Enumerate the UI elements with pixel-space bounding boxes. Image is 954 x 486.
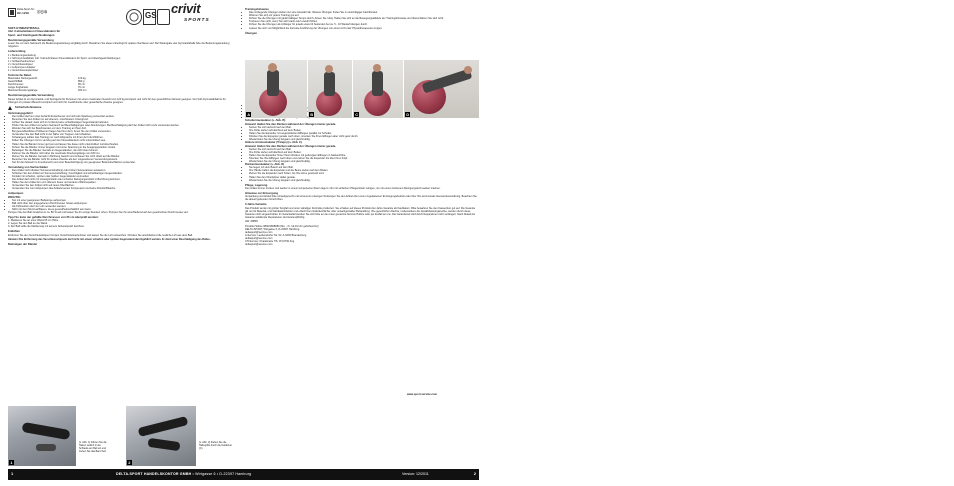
list-item: • Halten Sie die Bänder immer gut fest und lassen Sie diese nicht unkontrolliert zurückschnellen. <box>12 143 235 146</box>
spec-label: Maximales Nutzergewicht: <box>8 77 38 81</box>
list-item: • Wiederholen Sie die Übung langsam und gleichmäßig. <box>249 160 479 163</box>
warranty-heading: 3 Jahre Garantie <box>245 203 267 207</box>
specs-heading: Technische Daten <box>8 73 32 77</box>
spec-label: Länge Zugbänder: <box>8 86 29 90</box>
list-item: • Befestigen Sie die Bänder niemals an Gegenständen, die sich lösen können. <box>12 149 235 152</box>
specs-table <box>8 77 235 92</box>
inflate-subheading: WICHTIG: <box>8 195 21 199</box>
exercise-d-heading: Rückenmuskulatur (s. Abb. D) <box>245 163 285 167</box>
figure-2-caption: (s. Abb. 2) Ziehen Sie die Haltegriffe durch die Karabiner (C). <box>199 441 233 450</box>
inflate-text: Pumpen Sie den Ball zunächst zu ca. 80 % auf und lassen Sie ihn einige Stunden ruhen. Pumpen Sie ihn anschließend auf den gewünschten Durchmesser auf. <box>8 211 189 215</box>
usage-heading: Bestimmungsgemäße Verwendung <box>8 38 54 42</box>
company-name: DELTA-SPORT HANDELSKONTOR GMBH <box>116 472 192 476</box>
person-icon <box>324 72 335 96</box>
list-item: • Sie liegen mit dem Bauch auf dem Ball. <box>249 166 479 169</box>
list-item: 1. Markieren Sie an einer Wand 65 cm Höhe. <box>8 219 59 223</box>
clip-icon <box>36 444 56 451</box>
contact-email: deltasport@service.com <box>245 243 273 247</box>
attach-heading: Befestigen der Bänder <box>8 243 38 247</box>
company-address: • Wirtgasse 6 • D-22397 Hamburg <box>192 472 252 476</box>
list-item: • Als Füllmedium darf nur Luft verwendet werden. <box>12 205 235 208</box>
safety-title: Sicherheitshinweise <box>15 106 42 110</box>
delivery-list <box>8 54 235 72</box>
band-icon <box>21 422 70 440</box>
exercise-b-heading: Schultermuskulatur (s. Abb. B) <box>245 119 286 123</box>
damage-heading: Vermeidung von Sachschäden <box>8 165 48 169</box>
list-item: • Dehnen Sie die Bänder nicht über die maximale Streckungslänge von 180 cm. <box>12 152 235 155</box>
photo-label: D <box>406 112 410 117</box>
spec-value: 180 cm <box>78 89 87 93</box>
contact-block <box>245 225 479 246</box>
list-item: • Schützen Sie den Artikel vor Sonneneinstrahlung, Feuchtigkeit und scharfkantigen Gegenständen. <box>12 172 235 175</box>
care-text: Den Artikel immer trocken und sauber in einem temperierten Raum lagern. Nur mit einfachen Pflegemitteln reinigen, nie mit einem trockenen Reinigungstuch sauber machen. <box>245 186 441 190</box>
list-item: • Prüfen Sie den Artikel vor jedem Gebrauch auf Beschädigungen oder Abnutzungen. Bei Beschädigung darf der Artikel nicht mehr verwendet werden. <box>12 124 235 127</box>
page-number-left: 1 <box>11 471 14 476</box>
list-item: • Nur mit einer geeigneten Ballpumpe aufpumpen. <box>12 199 235 202</box>
list-item: • Das vorliegende Übungen stellen nur eine Auswahl dar. Weitere Übungen finden Sie in einschlägiger Fachliteratur. <box>249 11 479 14</box>
figure-1-photo <box>8 406 76 466</box>
exercise-c-note: Hinweis! Halten Sie den Rücken während der Übungen immer gerade. <box>245 144 337 148</box>
certification-marks-icon: ⓒⓔ⊗ <box>37 10 48 14</box>
list-item: • Führen Sie die Übungen mit gleichmäßigen Tempo durch. Atmen Sie ruhig. Halten Sie sich an die Bewegungsabläufe der Trainingshinweise und überschätzen Sie sich nicht. <box>249 17 479 20</box>
list-item: • Setzen Sie sich aufrecht auf den Ball. <box>249 126 479 129</box>
steps-heading: Tipp! So kann der gefüllte Durchmesser von 65 cm überprüft werden: <box>8 215 99 219</box>
version-label: Version: 12/2011 <box>402 472 429 476</box>
list-item: • Kontakt mit scharfen, spitzen oder heißen Gegenständen vermeiden. <box>12 175 235 178</box>
warranty-text: Das Produkt wurde mit großer Sorgfalt und unter ständiger Kontrolle produziert. Sie erhalten auf dieses Produkt drei Jahre Garantie ab Kaufdatum. Bitte bewahren Sie den Kassenbon gut auf. Die Garantie gilt nur für Material- und Fabrikationsfehler und erlischt bei missbräuchlicher oder unsachgemäßer Behandlung. Ihre gesetzlichen Rechte, insbesondere die Gewährleistungsrechte, werden durch diese Garantie nicht eingeschränkt. Im Garantiefall wenden Sie sich bitte an die unten genannte Service-Hotline oder per E-Mail an uns. Die Garantiezeit wird durch Reparaturen nicht verlängert. Nach Ablauf der Garantie anfallende Reparaturen sind kostenpflichtig. <box>245 206 476 219</box>
list-item: • Halten Sie den Oberkörper dabei gerade. <box>249 176 479 179</box>
delivery-heading: Lieferumfang <box>8 50 26 54</box>
spec-value: 890 g <box>78 80 85 84</box>
list-item: • Füllen Sie Übungen mit zu viel Zug auf den Fitnessbändern nicht unkontrolliert aus. <box>12 139 235 142</box>
delta-logo-icon <box>8 8 16 17</box>
exercise-c-list <box>245 148 479 163</box>
right-column <box>245 8 479 246</box>
list-item: 1 x Schlauchaufnehmer <box>8 59 35 63</box>
usage-text: Lesen Sie vor dem Gebrauch die Bedienungsanleitung sorgfältig durch. Bewahren Sie diese unbedingt für spätere Nachlesen auf. Bei Weitergabe des Gymnastikballs bitte die Bedienungsanleitung mitgeben. <box>8 42 230 49</box>
list-item: • Ihre Hände halten die Expander und die Beine stehen auf dem Boden. <box>249 169 479 172</box>
inflate-heading: Aufpumpen <box>8 192 24 196</box>
purpose-heading: Bestimmungsgemäße Verwendung <box>8 94 54 98</box>
list-item: • Führen Sie die Bänder immer langsam und unter Spannung in die Ausgangsposition zurück. <box>12 146 235 149</box>
list-item: • Verwenden Sie zum Aufpumpen des Artikels keinen Kompressor und keine Druckluftflasche. <box>12 187 235 190</box>
product-title: SOFT-GYMNASTIKBALL inkl. 3 abnehmbaren Fitnessbändern für Sport- und Gleichgewichtsübungen <box>8 27 61 37</box>
list-item: • Verwenden Sie den Artikel nicht auf rauen Oberflächen. <box>12 184 235 187</box>
list-item: • Nicht mit dem Mund aufblasen, da es gesundheitsschädlich sein kann. <box>12 208 235 211</box>
safety-warning <box>8 106 235 110</box>
list-item: 1 x Verschlussstopfenlöser <box>8 68 39 72</box>
page-number-right: 2 <box>473 471 476 476</box>
attachment-figures <box>8 402 235 466</box>
spec-label: Durchmesser: <box>8 83 24 87</box>
spec-label: Maximal-Streckungslänge: <box>8 89 39 93</box>
list-item: • Halten Sie die Expander mit angewinkelten Ellbogen parallel zur Schulter. <box>249 132 479 135</box>
article-label: Delta-Sport-Nr.: <box>17 8 36 11</box>
exercise-b-list <box>245 126 479 141</box>
steps-list <box>8 219 235 228</box>
list-item: • Ihre Füße stehen schulterbreit auf dem Boden. <box>249 151 479 154</box>
contact-email: deltasport@service.com <box>245 230 273 234</box>
figure-number: 2 <box>128 460 131 465</box>
figure-1 <box>8 402 108 466</box>
figure-2-photo <box>126 406 196 466</box>
list-item: • Benutzen Sie den Artikel nur auf ebenem, rutschfestem Untergrund. <box>12 118 235 121</box>
website-link[interactable]: www.sport-service.com <box>407 393 438 396</box>
purpose-text: Dieser Artikel ist ein Gymnastik- und Sportgerät für Personen mit einem maximalen Gewicht von 120 kg konzipiert und nicht für den gewerblichen Einsatz geeignet. Der Soft-Gymnastikball ist für Übungen im privaten Bereich konzipiert und nicht für medizinische oder gewerbliche Zwecke geeignet. <box>8 97 226 104</box>
warning-triangle-icon <box>8 106 12 110</box>
list-item: • Ball nicht über den angegebenen Durchmesser hinaus aufpumpen. <box>12 202 235 205</box>
company-line <box>116 472 251 476</box>
spec-value: 120 kg <box>78 77 86 81</box>
deflate-text: Entfernen Sie den Verschlussstöpsel mit dem Verschlussstopfenlöser und lassen Sie die Luft entweichen. Drücken Sie anschließend die restliche Luft aus dem Ball. <box>8 233 193 237</box>
tuv-seal-icon <box>126 9 142 25</box>
list-item: • Ihre Füße stehen schulterbreit auf dem Boden. <box>249 129 479 132</box>
exercise-d-list <box>245 166 479 181</box>
list-item: • Schwangere sollten das Training nur nach Absprache mit ihrem Arzt durchführen. <box>12 136 235 139</box>
list-item: • Setzen Sie sich aufrecht auf den Ball. <box>249 148 479 151</box>
contact-line: Produkt-Hotline 0800/1808080 (Mo. - Fr. 10-16 Uhr gebührenfrei) <box>245 224 319 228</box>
exercise-photo-b <box>308 60 352 118</box>
deflate-heading: Entlüften <box>8 230 20 234</box>
injury-list <box>8 115 235 164</box>
exercise-b-note: Hinweis! Halten Sie den Rücken während der Übungen immer gerade. <box>245 122 337 126</box>
exercise-photo-c <box>353 60 403 118</box>
list-item: • Wärmen Sie sich vor jedem Training gut auf. <box>249 14 479 17</box>
exercise-photos <box>245 60 479 118</box>
spec-label: Gewicht/Ball: <box>8 80 23 84</box>
list-item: • Ziehen Sie die Expander nach hinten, bis Ihre Arme gestreckt sind. <box>249 172 479 175</box>
quality-seal-icon <box>157 9 170 25</box>
contact-email: deltasport@service.com <box>245 237 273 241</box>
photo-label: A <box>247 112 251 117</box>
person-icon <box>267 70 279 96</box>
photo-label: C <box>355 112 359 117</box>
person-icon <box>372 71 383 96</box>
list-item: • Lassen Sie sich von Möglichkeit die korrekte Ausführung der Übungen von einem Arzt oder Physiotherapeuten zeigen. <box>249 27 479 30</box>
list-item: 3. Der Ball sollte die Markierung mit seinem Scheitelpunkt berühren. <box>8 225 85 229</box>
photo-label: B <box>310 112 314 117</box>
spec-value: 70 cm <box>78 86 85 90</box>
list-item: • Benutzen Sie die Bänder nicht für andere Zwecke als den vorgesehenen Verwendungszweck. <box>12 158 235 161</box>
inflate-list <box>8 199 235 211</box>
list-item: 2. Legen Sie den Ball an die Wand. <box>8 222 48 226</box>
exercise-photo-a <box>245 60 307 118</box>
list-item: • Der Artikel darf nicht mit Lösungsmitteln oder scharfen Reinigungsmitteln in Berührung kommen. <box>12 178 235 181</box>
exercise-c-heading: Hintere Armmuskulatur (Trizeps) (s. Abb. C) <box>245 141 302 145</box>
injury-heading: Verletzungsgefahr! <box>8 111 33 115</box>
list-item: • Wiederholen Sie die Übung langsam und gleichmäßig. <box>249 138 479 141</box>
list-item: • Führen Sie die Übungen als Anfänger für jeweils etwa 10 Sekunden bei ca. 5 - 10 Wiederholungen durch. <box>249 23 479 26</box>
list-item: • Den Artikel nicht direkter Sonneneinstrahlung oder hohen Temperaturen aussetzen. <box>12 169 235 172</box>
header <box>8 1 235 25</box>
care-heading: Pflege, Lagerung <box>245 183 268 187</box>
ian-number: IAN: 68835 <box>245 220 258 224</box>
disposal-heading: Hinweise zur Entsorgung <box>245 191 279 195</box>
list-item: • Halten Sie den Artikel fern von offenem Feuer und anderen Wärmequellen. <box>12 181 235 184</box>
list-item: 1 x Soft-Gymnastikball, inkl. 3 abnehmbaren Fitnessbändern für Sport- und Gleichgewichtsübungen <box>8 56 121 60</box>
list-item: • Nur für den Einsatz im Innenbereich und unter Beaufsichtigung von geeigneten Bodenoberflächen verwendet. <box>12 161 235 164</box>
left-column <box>8 1 235 247</box>
handle-icon <box>148 438 181 451</box>
disposal-text: Verpackung und Artikel bitte umweltgerecht und sortenrein entsorgen! Entsorgen Sie den Artikel über einen zugelassenen Entsorgungsbetrieb oder über Ihre kommunale Gemeindeverwaltung. Beachten Sie die aktuell geltenden Vorschriften. <box>245 195 477 202</box>
exercise-photo-d <box>404 60 479 118</box>
contact-line: CH-Service: Chatelmatte 7/5, CH-6700 Zug <box>245 240 295 244</box>
exercises-heading: Übungen <box>245 31 257 35</box>
contact-line: A-Service: Laubersdorfer Str. 62, A-6230 Brandenberg <box>245 234 307 237</box>
list-item: 1 x Bedienungsanleitung <box>8 53 36 57</box>
band-icon <box>138 416 189 437</box>
brand-logo: crivit <box>171 1 201 16</box>
list-item: • Ziehen Sie die Bänder niemals in Richtung Gesicht und schauen Sie nicht direkt auf die Bänder. <box>12 155 235 158</box>
list-item: • Trainieren Sie nicht, wenn Sie sich krank oder unwohl fühlen. <box>249 20 479 23</box>
brand-subtitle: SPORTS <box>184 18 210 23</box>
training-heading: Trainingshinweise <box>245 8 269 11</box>
damage-list <box>8 169 235 190</box>
list-item: • Halten Sie die Expander hinter Ihrem Rücken mit gebeugten Ellbogen in Nackenhöhe. <box>249 154 479 157</box>
list-item: • Verwenden Sie den Ball nicht in der Nähe von Treppen oder Absätzen. <box>12 133 235 136</box>
figure-number: 1 <box>10 460 13 465</box>
list-item: 2 x Verschlussstöpsel <box>8 62 33 66</box>
article-number: GF-1219 <box>17 10 29 15</box>
training-list <box>245 11 479 29</box>
list-item: • Den Artikel darf nur unter Aufsicht Erwachsener und nicht als Spielzeug verwendet werden. <box>12 115 235 118</box>
list-item: • Wenden Sie sich bei Beschwerden vor dem Training an Ihren Arzt. <box>12 127 235 130</box>
list-item: • Bei gesundheitlichen Problemen fragen Sie Ihren Arzt, bevor Sie den Artikel verwenden. <box>12 130 235 133</box>
list-item: • Drücken Sie die Expander gerade nach oben, strecken Sie Ihren Ellbogen aber nicht ganz durch. <box>249 135 479 138</box>
footer-bar <box>8 469 479 480</box>
list-item: • Achten Sie darauf, dass sich im Umkreis keine scharfkantigen Gegenstände befinden. <box>12 121 235 124</box>
deflate-note: Hinweis! Die Entfernung des Verschlussstöpsels darf nicht mit einem scharfen oder spitzen Gegenstand durchgeführt werden. Er dient einer Beschädigung des Balles. <box>8 238 211 242</box>
contact-line: DELTA-SPORT, Wirtgasse 6, D-22397 Hamburg <box>245 227 300 231</box>
list-item: • Wiederholen Sie die Übung langsam und gleichmäßig. <box>249 179 479 182</box>
figure-1-caption: (s. Abb. 1) Führen Sie die Haken seitlich in die Schlaufe am Ball ein und ziehen Sie das Band fest. <box>79 441 107 453</box>
figure-2 <box>126 402 235 466</box>
list-item: 1 x Luftpumpen-Adapter <box>8 65 36 69</box>
list-item: • Strecken Sie Ihre Ellbogen nach oben und ziehen Sie die Expander bis über Ihren Kopf. <box>249 157 479 160</box>
gs-seal-icon: GS <box>143 9 156 25</box>
spec-value: 65 cm <box>78 83 85 87</box>
